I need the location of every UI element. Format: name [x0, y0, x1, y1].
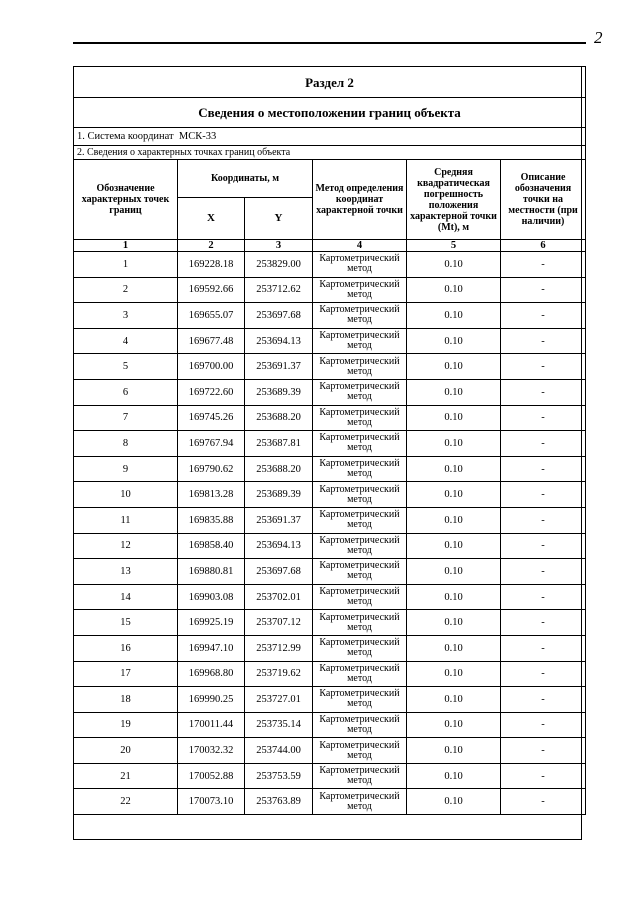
coord-x: 169767.94: [178, 431, 245, 457]
coord-x: 169968.80: [178, 661, 245, 687]
coord-y: 253735.14: [245, 712, 313, 738]
point-number: 17: [74, 661, 178, 687]
error: 0.10: [407, 507, 501, 533]
coord-y: 253697.68: [245, 559, 313, 585]
coord-x: 169835.88: [178, 507, 245, 533]
description: -: [501, 738, 586, 764]
description: -: [501, 635, 586, 661]
coord-x: 169903.08: [178, 584, 245, 610]
point-number: 11: [74, 507, 178, 533]
coord-y: 253688.20: [245, 405, 313, 431]
point-number: 3: [74, 303, 178, 329]
error: 0.10: [407, 584, 501, 610]
description: -: [501, 661, 586, 687]
description: -: [501, 431, 586, 457]
error: 0.10: [407, 303, 501, 329]
description: -: [501, 456, 586, 482]
description: -: [501, 405, 586, 431]
method: Картометрический метод: [313, 277, 407, 303]
description: -: [501, 687, 586, 713]
description: -: [501, 584, 586, 610]
column-number: 2: [178, 240, 245, 252]
error: 0.10: [407, 559, 501, 585]
coord-x: 170073.10: [178, 789, 245, 815]
coord-y: 253689.39: [245, 482, 313, 508]
method: Картометрический метод: [313, 507, 407, 533]
error: 0.10: [407, 661, 501, 687]
coordinate-system-value: МСК-33: [178, 131, 217, 142]
method: Картометрический метод: [313, 789, 407, 815]
description: -: [501, 277, 586, 303]
column-number: 6: [501, 240, 586, 252]
header-coordinates: Координаты, м: [178, 160, 313, 198]
coord-y: 253763.89: [245, 789, 313, 815]
method: Картометрический метод: [313, 405, 407, 431]
page-number: 2: [594, 28, 603, 47]
description: -: [501, 328, 586, 354]
method: Картометрический метод: [313, 559, 407, 585]
point-number: 10: [74, 482, 178, 508]
header-method: Метод определения координат характерной точки: [313, 160, 407, 240]
coord-y: 253712.99: [245, 635, 313, 661]
header-y: Y: [245, 198, 313, 240]
coord-y: 253688.20: [245, 456, 313, 482]
error: 0.10: [407, 277, 501, 303]
method: Картометрический метод: [313, 482, 407, 508]
coord-x: 169947.10: [178, 635, 245, 661]
coord-x: 170011.44: [178, 712, 245, 738]
coord-x: 170032.32: [178, 738, 245, 764]
point-number: 12: [74, 533, 178, 559]
error: 0.10: [407, 482, 501, 508]
column-number: 4: [313, 240, 407, 252]
method: Картометрический метод: [313, 687, 407, 713]
coord-y: 253753.59: [245, 763, 313, 789]
description: -: [501, 712, 586, 738]
error: 0.10: [407, 431, 501, 457]
error: 0.10: [407, 635, 501, 661]
description: -: [501, 533, 586, 559]
description: -: [501, 789, 586, 815]
coord-x: 170052.88: [178, 763, 245, 789]
description: -: [501, 379, 586, 405]
point-number: 22: [74, 789, 178, 815]
point-number: 4: [74, 328, 178, 354]
point-number: 18: [74, 687, 178, 713]
point-number: 19: [74, 712, 178, 738]
method: Картометрический метод: [313, 763, 407, 789]
section-subtitle: Сведения о местоположении границ объекта: [74, 98, 586, 128]
point-number: 1: [74, 252, 178, 278]
coord-y: 253691.37: [245, 354, 313, 380]
point-number: 21: [74, 763, 178, 789]
point-number: 7: [74, 405, 178, 431]
coord-y: 253727.01: [245, 687, 313, 713]
coord-y: 253689.39: [245, 379, 313, 405]
error: 0.10: [407, 712, 501, 738]
header-designation: Обозначение характерных точек границ: [74, 160, 178, 240]
method: Картометрический метод: [313, 379, 407, 405]
coordinate-system-label: 1. Система координат: [77, 131, 174, 142]
coord-y: 253694.13: [245, 328, 313, 354]
error: 0.10: [407, 252, 501, 278]
method: Картометрический метод: [313, 303, 407, 329]
description: -: [501, 482, 586, 508]
point-number: 13: [74, 559, 178, 585]
coord-x: 169990.25: [178, 687, 245, 713]
method: Картометрический метод: [313, 456, 407, 482]
method: Картометрический метод: [313, 661, 407, 687]
coord-x: 169813.28: [178, 482, 245, 508]
error: 0.10: [407, 328, 501, 354]
error: 0.10: [407, 763, 501, 789]
description: -: [501, 303, 586, 329]
description: -: [501, 559, 586, 585]
error: 0.10: [407, 456, 501, 482]
coord-x: 169677.48: [178, 328, 245, 354]
column-number: 3: [245, 240, 313, 252]
coord-x: 169745.26: [178, 405, 245, 431]
coord-x: 169790.62: [178, 456, 245, 482]
method: Картометрический метод: [313, 712, 407, 738]
method: Картометрический метод: [313, 328, 407, 354]
coord-y: 253694.13: [245, 533, 313, 559]
points-heading: 2. Сведения о характерных точках границ объекта: [74, 146, 586, 160]
method: Картометрический метод: [313, 635, 407, 661]
point-number: 5: [74, 354, 178, 380]
coord-x: 169655.07: [178, 303, 245, 329]
method: Картометрический метод: [313, 610, 407, 636]
point-number: 8: [74, 431, 178, 457]
method: Картометрический метод: [313, 533, 407, 559]
point-number: 9: [74, 456, 178, 482]
coord-x: 169722.60: [178, 379, 245, 405]
coord-y: 253744.00: [245, 738, 313, 764]
header-description: Описание обозначения точки на местности (при наличии): [501, 160, 586, 240]
method: Картометрический метод: [313, 738, 407, 764]
method: Картометрический метод: [313, 354, 407, 380]
coord-y: 253691.37: [245, 507, 313, 533]
top-rule: [73, 42, 586, 44]
description: -: [501, 252, 586, 278]
header-x: X: [178, 198, 245, 240]
coord-x: 169858.40: [178, 533, 245, 559]
description: -: [501, 610, 586, 636]
description: -: [501, 354, 586, 380]
coord-x: 169700.00: [178, 354, 245, 380]
coord-y: 253712.62: [245, 277, 313, 303]
coord-y: 253829.00: [245, 252, 313, 278]
coord-y: 253702.01: [245, 584, 313, 610]
method: Картометрический метод: [313, 252, 407, 278]
coord-x: 169228.18: [178, 252, 245, 278]
error: 0.10: [407, 354, 501, 380]
error: 0.10: [407, 533, 501, 559]
coord-y: 253687.81: [245, 431, 313, 457]
point-number: 15: [74, 610, 178, 636]
error: 0.10: [407, 405, 501, 431]
error: 0.10: [407, 789, 501, 815]
section-title: Раздел 2: [74, 67, 586, 98]
method: Картометрический метод: [313, 584, 407, 610]
point-number: 20: [74, 738, 178, 764]
coord-x: 169880.81: [178, 559, 245, 585]
method: Картометрический метод: [313, 431, 407, 457]
description: -: [501, 763, 586, 789]
coord-x: 169925.19: [178, 610, 245, 636]
column-number: 1: [74, 240, 178, 252]
column-number: 5: [407, 240, 501, 252]
coord-y: 253707.12: [245, 610, 313, 636]
description: -: [501, 507, 586, 533]
point-number: 6: [74, 379, 178, 405]
page-frame: [73, 66, 582, 840]
error: 0.10: [407, 610, 501, 636]
error: 0.10: [407, 379, 501, 405]
error: 0.10: [407, 687, 501, 713]
coord-y: 253697.68: [245, 303, 313, 329]
point-number: 16: [74, 635, 178, 661]
header-error: Средняя квадратическая погрешность положения характерной точки (Мt), м: [407, 160, 501, 240]
point-number: 2: [74, 277, 178, 303]
coord-y: 253719.62: [245, 661, 313, 687]
point-number: 14: [74, 584, 178, 610]
coord-x: 169592.66: [178, 277, 245, 303]
error: 0.10: [407, 738, 501, 764]
